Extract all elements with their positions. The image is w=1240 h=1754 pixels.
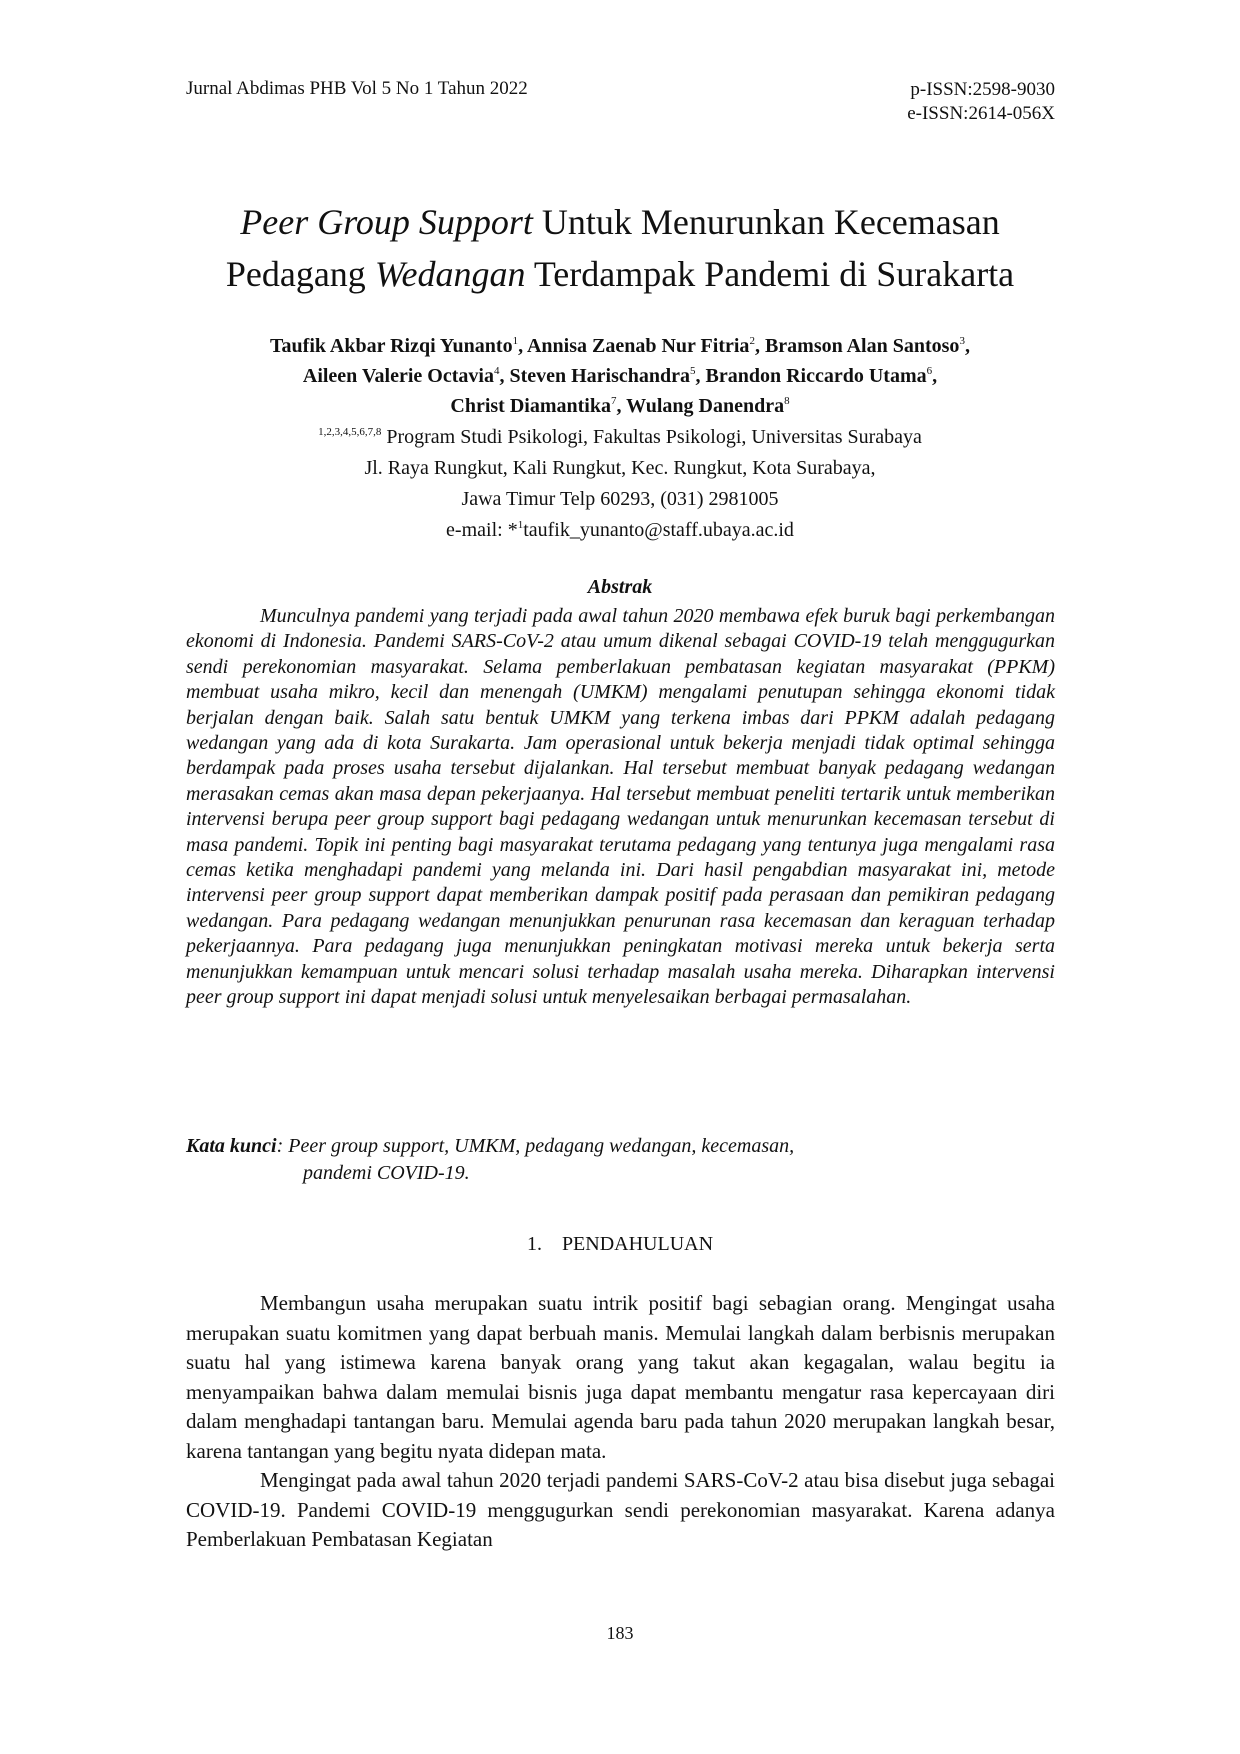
author-name: Taufik Akbar Rizqi Yunanto [270,335,513,357]
author-line-1: Taufik Akbar Rizqi Yunanto$^1$, Annisa Zaenab Nur Fitria$^2$, Bramson Alan Santoso$^3$, [270,335,970,357]
author-affiliation-mark: 6 [926,365,933,377]
paper-title-line-2: Pedagang Wedangan Terdampak Pandemi di Surakarta [225,254,1015,294]
journal-issn-block [907,78,1055,126]
page-number: 183 [606,1623,634,1643]
author-name: Bramson Alan Santoso [764,335,960,357]
paper-title-line-1: Peer Group Support Untuk Menurunkan Kecemasan [240,202,1000,242]
keywords-label: Kata kunci [186,1135,277,1157]
affiliation-line-1: $^{1,2,3,4,5,6,7,8}$ Program Studi Psikologi, Fakultas Psikologi, Universitas Surabaya [318,426,922,448]
author-affiliation-mark: 1 [512,335,519,347]
e-issn: e-ISSN:2614-056X [907,103,1055,124]
section-title: PENDAHULUAN [561,1233,714,1255]
author-affiliation-mark: 3 [959,335,965,347]
author-name: Steven Harischandra [509,365,691,387]
abstract-heading: Abstrak [587,576,653,598]
affiliation-line-2: Jl. Raya Rungkut, Kali Rungkut, Kec. Rungkut, Kota Surabaya, [364,457,876,479]
body-paragraph: Mengingat pada awal tahun 2020 terjadi pandemi SARS-CoV-2 atau bisa disebut juga sebagai COVID-19. Pandemi COVID-19 menggugurkan sendi perekonomian masyarakat. Karena adanya Pemberlakuan Pembatasan Kegiatan [186,1468,1055,1551]
affiliation-line-3: Jawa Timur Telp 60293, (031) 2981005 [461,488,779,510]
body-text [186,1289,1055,1555]
author-line-2: Aileen Valerie Octavia$^4$, Steven Harischandra$^5$, Brandon Riccardo Utama$^6$, [302,365,938,387]
contact-email: e-mail: *$^1$taufik_yunanto@staff.ubaya.ac.id [446,519,794,541]
section-heading [150,1233,1090,1256]
paper-title [150,196,1090,300]
body-paragraph: Membangun usaha merupakan suatu intrik positif bagi sebagian orang. Mengingat usaha merupakan suatu komitmen yang dapat berbuah manis. Memulai langkah dalam berbisnis merupakan suatu hal yang istimewa karena banyak orang yang takut akan kegagalan, walau begitu ia menyampaikan bahwa dalam memulai bisnis juga dapat membantu mengatur rasa kepercayaan diri dalam menghadapi tantangan baru. Memulai agenda baru pada tahun 2020 merupakan langkah besar, karena tantangan yang begitu nyata didepan mata. [186,1291,1055,1463]
author-name: Aileen Valerie Octavia [302,365,494,387]
keywords-line-2: pandemi COVID-19. [303,1162,470,1184]
journal-header-title: Jurnal Abdimas PHB Vol 5 No 1 Tahun 2022 [186,78,528,99]
p-issn: p-ISSN:2598-9030 [910,79,1055,100]
keywords-line-1: Kata kunci: Peer group support, UMKM, pedagang wedangan, kecemasan, [186,1135,795,1157]
email-address: taufik_yunanto@staff.ubaya.ac.id [523,519,794,541]
author-affiliation-mark: 5 [690,365,696,377]
author-name: Wulang Danendra [626,395,785,417]
author-affiliation-mark: 7 [610,395,617,407]
author-list [150,331,1090,421]
author-line-3: Christ Diamantika$^7$, Wulang Danendra$^8$ [450,395,790,417]
section-number: 1. [526,1233,542,1255]
author-name: Brandon Riccardo Utama [705,365,927,387]
author-name: Christ Diamantika [450,395,611,417]
author-affiliation-mark: 4 [493,365,500,377]
author-affiliation-mark: 8 [784,395,790,407]
keywords [186,1133,886,1187]
author-name: Annisa Zaenab Nur Fitria [526,335,750,357]
abstract-text: Munculnya pandemi yang terjadi pada awal tahun 2020 membawa efek buruk bagi perkembangan ekonomi di Indonesia. Pandemi SARS-CoV-2 atau umum dikenal sebagai COVID-19 telah menggugurkan sendi perekonomian masyarakat. Selama pemberlakuan pembatasan kegiatan masyarakat (PPKM) membuat usaha mikro, kecil dan menengah (UMKM) mengalami penutupan sehingga ekonomi tidak berjalan dengan baik. Salah satu bentuk UMKM yang terkena imbas dari PPKM adalah pedagang wedangan yang ada di kota Surakarta. Jam operasional untuk bekerja menjadi tidak optimal sehingga berdampak pada proses usaha tersebut dijalankan. Hal tersebut membuat banyak pedagang wedangan merasakan cemas akan masa depan pekerjaanya. Hal tersebut membuat peneliti tertarik untuk memberikan intervensi berupa peer group support bagi pedagang wedangan untuk menurunkan kecemasan tersebut di masa pandemi. Topik ini penting bagi masyarakat terutama pedagang yang tentunya juga mengalami rasa cemas ketika menghadapi pandemi yang melanda ini. Dari hasil pengabdian masyarakat ini, metode intervensi peer group support dapat memberikan dampak positif pada perasaan dan pemikiran pedagang wedangan. Para pedagang wedangan menunjukkan penurunan rasa kecemasan dan keraguan terhadap pekerjaannya. Para pedagang juga menunjukkan peningkatan motivasi mereka untuk bekerja serta menunjukkan kemampuan untuk mencari solusi terhadap masalah usaha mereka. Diharapkan intervensi peer group support ini dapat menjadi solusi untuk menyelesaikan berbagai permasalahan. [186,605,1055,1009]
affiliation-block [150,422,1090,546]
author-affiliation-mark: 2 [749,335,755,347]
